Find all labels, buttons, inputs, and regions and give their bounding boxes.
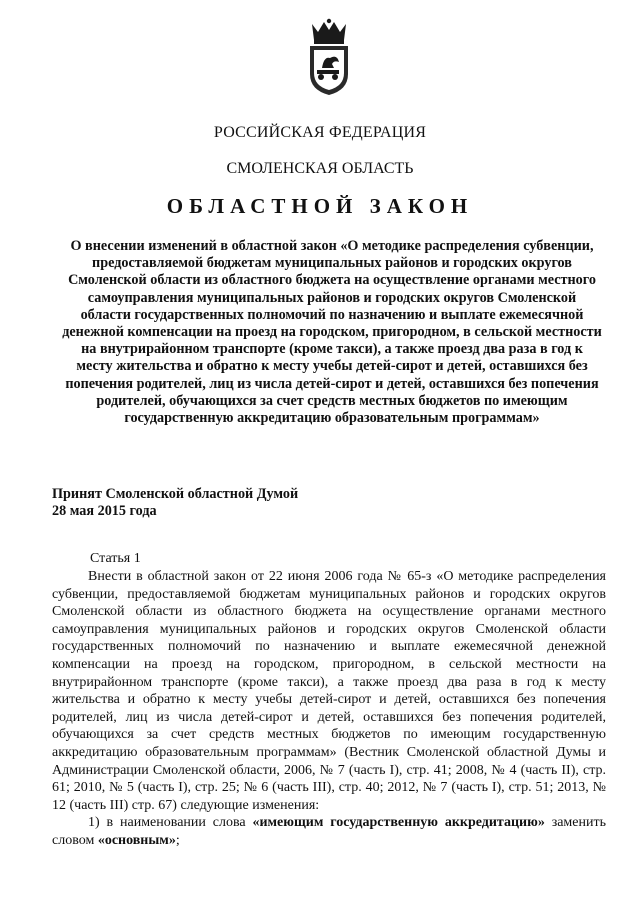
amendment-item-prefix: 1) в наименовании слова xyxy=(88,815,253,831)
article-heading: Статья 1 xyxy=(90,551,141,566)
amendment-item-1 xyxy=(52,814,606,849)
law-subject-title: О внесении изменений в областной закон «О методике распределения субвенции, предоставляемой бюджетам муниципальных районов и городских округов Смоленской области из областного бюджета на осуществление органами местного самоуправления муниципальных районов и городских округов Смоленской области государственных полномочий по назначению и выплате ежемесячной денежной компенсации на проезд на городском, пригородном, в сельской местности на внутрирайонном транспорте (кроме такси), а также проезд два раза в год к месту жительства и обратно к месту учебы детей-сирот и детей, оставшихся без попечения родителей, лиц из числа детей-сирот и детей, оставшихся без попечения родителей, обучающихся за счет средств местных бюджетов по имеющим государственную аккредитацию образовательным программам» xyxy=(62,238,602,427)
adoption-line: Принят Смоленской областной Думой xyxy=(52,486,299,502)
amendment-old-words: «имеющим государственную аккредитацию» xyxy=(252,815,545,831)
region-heading: СМОЛЕНСКАЯ ОБЛАСТЬ xyxy=(226,160,414,177)
adoption-date: 28 мая 2015 года xyxy=(52,503,157,519)
article-body xyxy=(52,568,606,850)
article-paragraph: Внести в областной закон от 22 июня 2006 года № 65-з «О методике распределения субвенции, предоставляемой бюджетам муниципальных районов и городских округов Смоленской области из областного бюджета на осуществление органами местного самоуправления муниципальных районов и городских округов Смоленской области государственных полномочий по назначению и выплате ежемесячной денежной компенсации на проезд на городском, пригородном, в сельской местности на внутрирайонном транспорте (кроме такси), а также проезд два раза в год к месту жительства и обратно к месту учебы детей-сирот и детей, оставшихся без попечения родителей, лиц из числа детей-сирот и детей, оставшихся без попечения родителей, обучающихся за счет средств местных бюджетов по имеющим государственную аккредитацию образовательным программам» (Вестник Смоленской областной Думы и Администрации Смоленской области, 2006, № 7 (часть I), стр. 41; 2008, № 4 (часть II), стр. 61; 2010, № 5 (часть I), стр. 25; № 6 (часть III), стр. 40; 2012, № 7 (часть I), стр. 51; 2013, № 12 (часть III) стр. 67) следующие изменения: xyxy=(52,569,606,813)
amendment-item-mid: заменить словом xyxy=(52,815,606,848)
coat-of-arms-emblem xyxy=(304,18,354,96)
country-heading: РОССИЙСКАЯ ФЕДЕРАЦИЯ xyxy=(213,124,427,141)
document-type-title: ОБЛАСТНОЙ ЗАКОН xyxy=(166,194,474,218)
adoption-block xyxy=(52,486,452,520)
amendment-item-end: ; xyxy=(175,832,180,848)
amendment-new-word: «основным» xyxy=(97,832,176,848)
